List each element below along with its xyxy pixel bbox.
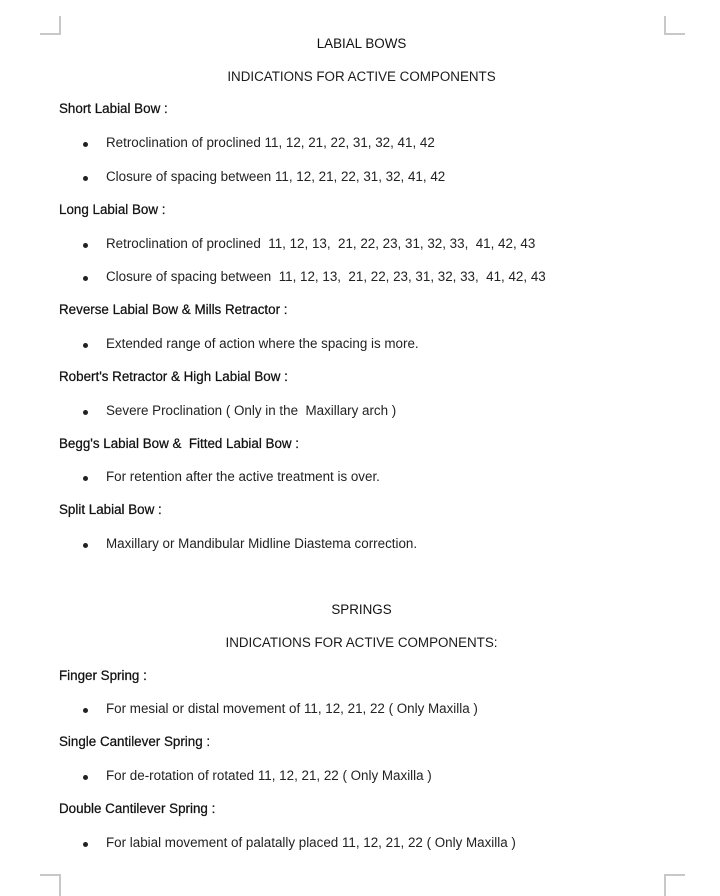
group-heading: Single Cantilever Spring : [59,734,211,749]
page-corner-mark-top-right [664,16,685,35]
list-item: For de-rotation of rotated 11, 12, 21, 22 ( Only Maxilla ) [106,768,432,783]
list-item: For retention after the active treatment is over. [106,469,380,484]
section-title: SPRINGS [331,602,392,617]
bullet-icon [83,276,88,281]
group-heading: Split Labial Bow : [59,502,162,517]
page-corner-mark-bottom-left [40,874,61,896]
list-item: Closure of spacing between 11, 12, 13, 21, 22, 23, 31, 32, 33, 41, 42, 43 [106,269,546,284]
bullet-icon [83,708,88,713]
group-heading: Short Labial Bow : [59,101,168,116]
list-item: Severe Proclination ( Only in the Maxillary arch ) [106,403,397,418]
page-corner-mark-top-left [40,16,61,35]
bullet-icon [83,142,88,147]
section-subtitle: INDICATIONS FOR ACTIVE COMPONENTS [227,69,496,84]
group-heading: Begg's Labial Bow & Fitted Labial Bow : [59,436,300,451]
list-item: Retroclination of proclined 11, 12, 13, 21, 22, 23, 31, 32, 33, 41, 42, 43 [106,236,536,251]
section-title: LABIAL BOWS [316,36,407,51]
list-item: Maxillary or Mandibular Midline Diastema correction. [106,536,418,551]
group-heading: Long Labial Bow : [59,202,166,217]
group-heading: Double Cantilever Spring : [59,801,216,816]
bullet-icon [83,410,88,415]
page-corner-mark-bottom-right [664,874,685,896]
list-item: For labial movement of palatally placed 11, 12, 21, 22 ( Only Maxilla ) [106,835,516,850]
list-item: Closure of spacing between 11, 12, 21, 22, 31, 32, 41, 42 [106,169,446,184]
list-item: For mesial or distal movement of 11, 12, 21, 22 ( Only Maxilla ) [106,701,478,716]
list-item: Extended range of action where the spacing is more. [106,336,419,351]
group-heading: Finger Spring : [59,668,147,683]
group-heading: Robert's Retractor & High Labial Bow : [59,369,288,384]
group-heading: Reverse Labial Bow & Mills Retractor : [59,302,288,317]
bullet-icon [83,176,88,181]
bullet-icon [83,842,88,847]
bullet-icon [83,543,88,548]
bullet-icon [83,343,88,348]
list-item: Retroclination of proclined 11, 12, 21, 22, 31, 32, 41, 42 [106,135,435,150]
bullet-icon [83,243,88,248]
section-subtitle: INDICATIONS FOR ACTIVE COMPONENTS: [225,635,498,650]
bullet-icon [83,775,88,780]
bullet-icon [83,476,88,481]
